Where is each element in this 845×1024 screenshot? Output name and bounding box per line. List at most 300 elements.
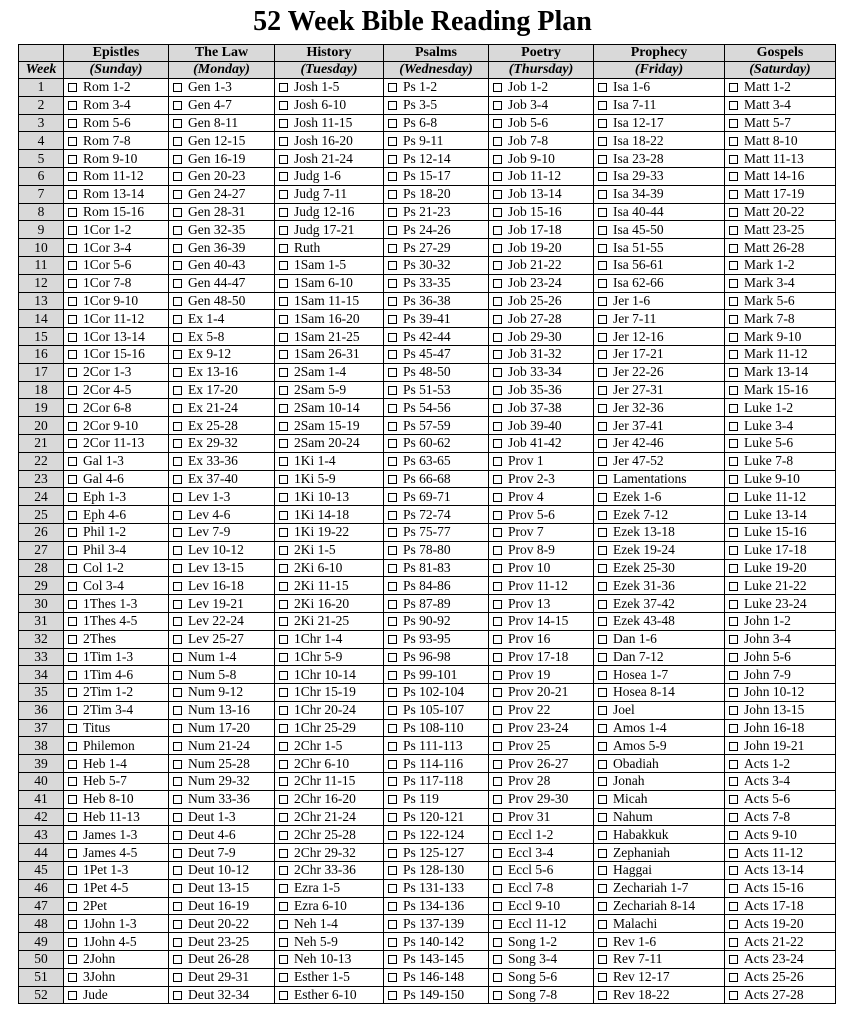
checkbox-icon[interactable] (729, 244, 738, 253)
checkbox-icon[interactable] (68, 884, 77, 893)
checkbox-icon[interactable] (729, 422, 738, 431)
checkbox-icon[interactable] (598, 831, 607, 840)
checkbox-icon[interactable] (68, 386, 77, 395)
checkbox-icon[interactable] (279, 706, 288, 715)
checkbox-icon[interactable] (388, 938, 397, 947)
checkbox-icon[interactable] (493, 991, 502, 1000)
checkbox-icon[interactable] (729, 635, 738, 644)
checkbox-icon[interactable] (173, 617, 182, 626)
checkbox-icon[interactable] (493, 600, 502, 609)
checkbox-icon[interactable] (173, 653, 182, 662)
checkbox-icon[interactable] (68, 83, 77, 92)
checkbox-icon[interactable] (68, 795, 77, 804)
checkbox-icon[interactable] (729, 261, 738, 270)
checkbox-icon[interactable] (598, 688, 607, 697)
checkbox-icon[interactable] (68, 991, 77, 1000)
checkbox-icon[interactable] (388, 831, 397, 840)
checkbox-icon[interactable] (493, 938, 502, 947)
checkbox-icon[interactable] (173, 600, 182, 609)
checkbox-icon[interactable] (493, 653, 502, 662)
checkbox-icon[interactable] (173, 884, 182, 893)
checkbox-icon[interactable] (729, 813, 738, 822)
checkbox-icon[interactable] (729, 386, 738, 395)
checkbox-icon[interactable] (173, 208, 182, 217)
checkbox-icon[interactable] (598, 564, 607, 573)
checkbox-icon[interactable] (598, 546, 607, 555)
checkbox-icon[interactable] (598, 902, 607, 911)
checkbox-icon[interactable] (173, 902, 182, 911)
checkbox-icon[interactable] (388, 724, 397, 733)
checkbox-icon[interactable] (173, 101, 182, 110)
checkbox-icon[interactable] (598, 973, 607, 982)
checkbox-icon[interactable] (493, 884, 502, 893)
checkbox-icon[interactable] (388, 155, 397, 164)
checkbox-icon[interactable] (173, 457, 182, 466)
checkbox-icon[interactable] (598, 955, 607, 964)
checkbox-icon[interactable] (388, 546, 397, 555)
checkbox-icon[interactable] (388, 973, 397, 982)
checkbox-icon[interactable] (279, 404, 288, 413)
checkbox-icon[interactable] (173, 190, 182, 199)
checkbox-icon[interactable] (493, 475, 502, 484)
checkbox-icon[interactable] (68, 760, 77, 769)
checkbox-icon[interactable] (388, 315, 397, 324)
checkbox-icon[interactable] (279, 386, 288, 395)
checkbox-icon[interactable] (493, 742, 502, 751)
checkbox-icon[interactable] (173, 279, 182, 288)
checkbox-icon[interactable] (173, 742, 182, 751)
checkbox-icon[interactable] (173, 261, 182, 270)
checkbox-icon[interactable] (493, 439, 502, 448)
checkbox-icon[interactable] (279, 564, 288, 573)
checkbox-icon[interactable] (729, 83, 738, 92)
checkbox-icon[interactable] (729, 742, 738, 751)
checkbox-icon[interactable] (729, 172, 738, 181)
checkbox-icon[interactable] (68, 635, 77, 644)
checkbox-icon[interactable] (493, 511, 502, 520)
checkbox-icon[interactable] (68, 350, 77, 359)
checkbox-icon[interactable] (493, 831, 502, 840)
checkbox-icon[interactable] (598, 279, 607, 288)
checkbox-icon[interactable] (729, 849, 738, 858)
checkbox-icon[interactable] (388, 991, 397, 1000)
checkbox-icon[interactable] (493, 849, 502, 858)
checkbox-icon[interactable] (279, 422, 288, 431)
checkbox-icon[interactable] (493, 564, 502, 573)
checkbox-icon[interactable] (68, 368, 77, 377)
checkbox-icon[interactable] (729, 279, 738, 288)
checkbox-icon[interactable] (388, 511, 397, 520)
checkbox-icon[interactable] (729, 528, 738, 537)
checkbox-icon[interactable] (388, 849, 397, 858)
checkbox-icon[interactable] (598, 439, 607, 448)
checkbox-icon[interactable] (598, 101, 607, 110)
checkbox-icon[interactable] (68, 119, 77, 128)
checkbox-icon[interactable] (388, 404, 397, 413)
checkbox-icon[interactable] (173, 706, 182, 715)
checkbox-icon[interactable] (729, 190, 738, 199)
checkbox-icon[interactable] (598, 866, 607, 875)
checkbox-icon[interactable] (173, 688, 182, 697)
checkbox-icon[interactable] (729, 973, 738, 982)
checkbox-icon[interactable] (173, 955, 182, 964)
checkbox-icon[interactable] (388, 760, 397, 769)
checkbox-icon[interactable] (598, 884, 607, 893)
checkbox-icon[interactable] (388, 208, 397, 217)
checkbox-icon[interactable] (388, 564, 397, 573)
checkbox-icon[interactable] (68, 493, 77, 502)
checkbox-icon[interactable] (388, 475, 397, 484)
checkbox-icon[interactable] (68, 208, 77, 217)
checkbox-icon[interactable] (493, 386, 502, 395)
checkbox-icon[interactable] (173, 315, 182, 324)
checkbox-icon[interactable] (279, 884, 288, 893)
checkbox-icon[interactable] (279, 813, 288, 822)
checkbox-icon[interactable] (173, 172, 182, 181)
checkbox-icon[interactable] (598, 457, 607, 466)
checkbox-icon[interactable] (388, 688, 397, 697)
checkbox-icon[interactable] (279, 777, 288, 786)
checkbox-icon[interactable] (729, 777, 738, 786)
checkbox-icon[interactable] (173, 83, 182, 92)
checkbox-icon[interactable] (388, 261, 397, 270)
checkbox-icon[interactable] (598, 706, 607, 715)
checkbox-icon[interactable] (68, 457, 77, 466)
checkbox-icon[interactable] (68, 190, 77, 199)
checkbox-icon[interactable] (598, 226, 607, 235)
checkbox-icon[interactable] (493, 528, 502, 537)
checkbox-icon[interactable] (729, 457, 738, 466)
checkbox-icon[interactable] (279, 368, 288, 377)
checkbox-icon[interactable] (598, 742, 607, 751)
checkbox-icon[interactable] (173, 831, 182, 840)
checkbox-icon[interactable] (493, 297, 502, 306)
checkbox-icon[interactable] (68, 831, 77, 840)
checkbox-icon[interactable] (173, 386, 182, 395)
checkbox-icon[interactable] (388, 617, 397, 626)
checkbox-icon[interactable] (173, 439, 182, 448)
checkbox-icon[interactable] (173, 760, 182, 769)
checkbox-icon[interactable] (493, 546, 502, 555)
checkbox-icon[interactable] (598, 208, 607, 217)
checkbox-icon[interactable] (729, 564, 738, 573)
checkbox-icon[interactable] (493, 582, 502, 591)
checkbox-icon[interactable] (173, 511, 182, 520)
checkbox-icon[interactable] (729, 511, 738, 520)
checkbox-icon[interactable] (279, 635, 288, 644)
checkbox-icon[interactable] (493, 208, 502, 217)
checkbox-icon[interactable] (279, 279, 288, 288)
checkbox-icon[interactable] (388, 119, 397, 128)
checkbox-icon[interactable] (493, 261, 502, 270)
checkbox-icon[interactable] (173, 404, 182, 413)
checkbox-icon[interactable] (279, 742, 288, 751)
checkbox-icon[interactable] (493, 671, 502, 680)
checkbox-icon[interactable] (173, 671, 182, 680)
checkbox-icon[interactable] (173, 546, 182, 555)
checkbox-icon[interactable] (68, 172, 77, 181)
checkbox-icon[interactable] (279, 688, 288, 697)
checkbox-icon[interactable] (68, 938, 77, 947)
checkbox-icon[interactable] (729, 582, 738, 591)
checkbox-icon[interactable] (279, 350, 288, 359)
checkbox-icon[interactable] (173, 119, 182, 128)
checkbox-icon[interactable] (68, 422, 77, 431)
checkbox-icon[interactable] (279, 101, 288, 110)
checkbox-icon[interactable] (598, 635, 607, 644)
checkbox-icon[interactable] (598, 475, 607, 484)
checkbox-icon[interactable] (173, 849, 182, 858)
checkbox-icon[interactable] (493, 706, 502, 715)
checkbox-icon[interactable] (388, 226, 397, 235)
checkbox-icon[interactable] (493, 813, 502, 822)
checkbox-icon[interactable] (729, 866, 738, 875)
checkbox-icon[interactable] (729, 297, 738, 306)
checkbox-icon[interactable] (598, 422, 607, 431)
checkbox-icon[interactable] (598, 938, 607, 947)
checkbox-icon[interactable] (598, 777, 607, 786)
checkbox-icon[interactable] (598, 315, 607, 324)
checkbox-icon[interactable] (729, 208, 738, 217)
checkbox-icon[interactable] (279, 244, 288, 253)
checkbox-icon[interactable] (729, 137, 738, 146)
checkbox-icon[interactable] (388, 706, 397, 715)
checkbox-icon[interactable] (493, 315, 502, 324)
checkbox-icon[interactable] (493, 724, 502, 733)
checkbox-icon[interactable] (598, 760, 607, 769)
checkbox-icon[interactable] (279, 172, 288, 181)
checkbox-icon[interactable] (729, 955, 738, 964)
checkbox-icon[interactable] (729, 546, 738, 555)
checkbox-icon[interactable] (388, 368, 397, 377)
checkbox-icon[interactable] (388, 955, 397, 964)
checkbox-icon[interactable] (68, 315, 77, 324)
checkbox-icon[interactable] (493, 83, 502, 92)
checkbox-icon[interactable] (598, 119, 607, 128)
checkbox-icon[interactable] (279, 208, 288, 217)
checkbox-icon[interactable] (729, 884, 738, 893)
checkbox-icon[interactable] (388, 777, 397, 786)
checkbox-icon[interactable] (68, 528, 77, 537)
checkbox-icon[interactable] (729, 101, 738, 110)
checkbox-icon[interactable] (388, 439, 397, 448)
checkbox-icon[interactable] (68, 404, 77, 413)
checkbox-icon[interactable] (493, 404, 502, 413)
checkbox-icon[interactable] (729, 938, 738, 947)
checkbox-icon[interactable] (388, 297, 397, 306)
checkbox-icon[interactable] (729, 226, 738, 235)
checkbox-icon[interactable] (279, 190, 288, 199)
checkbox-icon[interactable] (729, 920, 738, 929)
checkbox-icon[interactable] (388, 528, 397, 537)
checkbox-icon[interactable] (493, 155, 502, 164)
checkbox-icon[interactable] (68, 226, 77, 235)
checkbox-icon[interactable] (68, 866, 77, 875)
checkbox-icon[interactable] (279, 938, 288, 947)
checkbox-icon[interactable] (279, 511, 288, 520)
checkbox-icon[interactable] (279, 653, 288, 662)
checkbox-icon[interactable] (68, 813, 77, 822)
checkbox-icon[interactable] (279, 226, 288, 235)
checkbox-icon[interactable] (68, 955, 77, 964)
checkbox-icon[interactable] (729, 795, 738, 804)
checkbox-icon[interactable] (598, 368, 607, 377)
checkbox-icon[interactable] (279, 119, 288, 128)
checkbox-icon[interactable] (68, 333, 77, 342)
checkbox-icon[interactable] (598, 386, 607, 395)
checkbox-icon[interactable] (68, 546, 77, 555)
checkbox-icon[interactable] (68, 600, 77, 609)
checkbox-icon[interactable] (493, 920, 502, 929)
checkbox-icon[interactable] (173, 724, 182, 733)
checkbox-icon[interactable] (388, 866, 397, 875)
checkbox-icon[interactable] (493, 137, 502, 146)
checkbox-icon[interactable] (388, 422, 397, 431)
checkbox-icon[interactable] (493, 902, 502, 911)
checkbox-icon[interactable] (598, 600, 607, 609)
checkbox-icon[interactable] (279, 137, 288, 146)
checkbox-icon[interactable] (279, 849, 288, 858)
checkbox-icon[interactable] (493, 172, 502, 181)
checkbox-icon[interactable] (388, 902, 397, 911)
checkbox-icon[interactable] (493, 493, 502, 502)
checkbox-icon[interactable] (68, 279, 77, 288)
checkbox-icon[interactable] (68, 849, 77, 858)
checkbox-icon[interactable] (279, 546, 288, 555)
checkbox-icon[interactable] (68, 706, 77, 715)
checkbox-icon[interactable] (493, 119, 502, 128)
checkbox-icon[interactable] (279, 920, 288, 929)
checkbox-icon[interactable] (388, 635, 397, 644)
checkbox-icon[interactable] (493, 955, 502, 964)
checkbox-icon[interactable] (493, 244, 502, 253)
checkbox-icon[interactable] (729, 991, 738, 1000)
checkbox-icon[interactable] (173, 973, 182, 982)
checkbox-icon[interactable] (388, 333, 397, 342)
checkbox-icon[interactable] (493, 101, 502, 110)
checkbox-icon[interactable] (68, 653, 77, 662)
checkbox-icon[interactable] (279, 582, 288, 591)
checkbox-icon[interactable] (388, 600, 397, 609)
checkbox-icon[interactable] (729, 688, 738, 697)
checkbox-icon[interactable] (68, 742, 77, 751)
checkbox-icon[interactable] (68, 617, 77, 626)
checkbox-icon[interactable] (493, 226, 502, 235)
checkbox-icon[interactable] (279, 297, 288, 306)
checkbox-icon[interactable] (493, 688, 502, 697)
checkbox-icon[interactable] (68, 564, 77, 573)
checkbox-icon[interactable] (68, 439, 77, 448)
checkbox-icon[interactable] (598, 920, 607, 929)
checkbox-icon[interactable] (493, 457, 502, 466)
checkbox-icon[interactable] (173, 938, 182, 947)
checkbox-icon[interactable] (173, 226, 182, 235)
checkbox-icon[interactable] (279, 760, 288, 769)
checkbox-icon[interactable] (729, 404, 738, 413)
checkbox-icon[interactable] (598, 155, 607, 164)
checkbox-icon[interactable] (279, 991, 288, 1000)
checkbox-icon[interactable] (68, 297, 77, 306)
checkbox-icon[interactable] (388, 137, 397, 146)
checkbox-icon[interactable] (598, 528, 607, 537)
checkbox-icon[interactable] (173, 493, 182, 502)
checkbox-icon[interactable] (598, 333, 607, 342)
checkbox-icon[interactable] (68, 920, 77, 929)
checkbox-icon[interactable] (279, 795, 288, 804)
checkbox-icon[interactable] (279, 493, 288, 502)
checkbox-icon[interactable] (598, 671, 607, 680)
checkbox-icon[interactable] (598, 582, 607, 591)
checkbox-icon[interactable] (173, 333, 182, 342)
checkbox-icon[interactable] (729, 368, 738, 377)
checkbox-icon[interactable] (279, 831, 288, 840)
checkbox-icon[interactable] (729, 617, 738, 626)
checkbox-icon[interactable] (388, 671, 397, 680)
checkbox-icon[interactable] (279, 600, 288, 609)
checkbox-icon[interactable] (68, 155, 77, 164)
checkbox-icon[interactable] (493, 777, 502, 786)
checkbox-icon[interactable] (388, 582, 397, 591)
checkbox-icon[interactable] (68, 137, 77, 146)
checkbox-icon[interactable] (598, 404, 607, 413)
checkbox-icon[interactable] (173, 422, 182, 431)
checkbox-icon[interactable] (729, 671, 738, 680)
checkbox-icon[interactable] (598, 511, 607, 520)
checkbox-icon[interactable] (729, 600, 738, 609)
checkbox-icon[interactable] (729, 119, 738, 128)
checkbox-icon[interactable] (388, 101, 397, 110)
checkbox-icon[interactable] (68, 475, 77, 484)
checkbox-icon[interactable] (279, 155, 288, 164)
checkbox-icon[interactable] (388, 172, 397, 181)
checkbox-icon[interactable] (493, 795, 502, 804)
checkbox-icon[interactable] (173, 528, 182, 537)
checkbox-icon[interactable] (173, 350, 182, 359)
checkbox-icon[interactable] (388, 83, 397, 92)
checkbox-icon[interactable] (173, 920, 182, 929)
checkbox-icon[interactable] (493, 190, 502, 199)
checkbox-icon[interactable] (173, 991, 182, 1000)
checkbox-icon[interactable] (598, 795, 607, 804)
checkbox-icon[interactable] (493, 333, 502, 342)
checkbox-icon[interactable] (388, 795, 397, 804)
checkbox-icon[interactable] (279, 528, 288, 537)
checkbox-icon[interactable] (388, 920, 397, 929)
checkbox-icon[interactable] (493, 422, 502, 431)
checkbox-icon[interactable] (279, 475, 288, 484)
checkbox-icon[interactable] (598, 991, 607, 1000)
checkbox-icon[interactable] (279, 902, 288, 911)
checkbox-icon[interactable] (173, 582, 182, 591)
checkbox-icon[interactable] (729, 333, 738, 342)
checkbox-icon[interactable] (598, 297, 607, 306)
checkbox-icon[interactable] (279, 83, 288, 92)
checkbox-icon[interactable] (598, 493, 607, 502)
checkbox-icon[interactable] (68, 973, 77, 982)
checkbox-icon[interactable] (173, 475, 182, 484)
checkbox-icon[interactable] (388, 813, 397, 822)
checkbox-icon[interactable] (68, 902, 77, 911)
checkbox-icon[interactable] (173, 777, 182, 786)
checkbox-icon[interactable] (729, 724, 738, 733)
checkbox-icon[interactable] (279, 866, 288, 875)
checkbox-icon[interactable] (388, 350, 397, 359)
checkbox-icon[interactable] (388, 742, 397, 751)
checkbox-icon[interactable] (729, 902, 738, 911)
checkbox-icon[interactable] (598, 137, 607, 146)
checkbox-icon[interactable] (598, 350, 607, 359)
checkbox-icon[interactable] (729, 706, 738, 715)
